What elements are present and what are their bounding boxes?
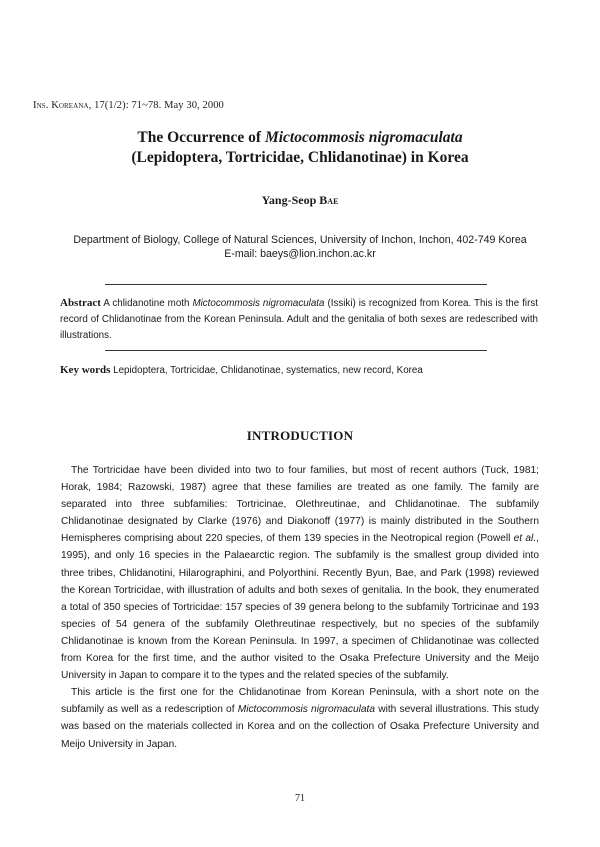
section-heading-introduction: INTRODUCTION <box>246 428 354 443</box>
title-text: The Occurrence of <box>137 129 265 146</box>
title-line-2: (Lepidoptera, Tortricidae, Chlidanotinae) in Korea <box>131 149 469 166</box>
abstract-text-cont: (Issiki) is recognized from Korea. This is the first record of Chlidanotinae from the Korean Peninsula. Adult and the genitalia of both sexes are redescribed with illustrations. <box>60 298 538 341</box>
paragraph-text-cont: , 1995), and only 16 species in the Palaearctic region. The subfamily is the smallest group divided into three tribes, Chlidanotini, Hilarographini, and Polyorthini. Recently Byun, Bae, and Park (1998) reviewed the Korean Tortricidae, with illustration of adults and both sexes of genitalia. In the book, they enumerated a total of 350 species of Tortricidae: 157 species of 39 genera belong to the subfamily Tortricinae and 193 species of 54 genera of the subfamily Olethreutinae respectively, but no species of the subfamily Chlidanotinae is known from the Korean Peninsula. In 1997, a specimen of Chlidanotinae was collected from Korea for the first time, and the author visited to the Osaka Prefecture University and the Meijo University in Japan to compare it to the types and the related species of the subfamily. <box>61 533 539 682</box>
author-affiliation <box>40 233 560 261</box>
keywords-label: Key words <box>60 364 111 376</box>
author-surname: Bae <box>319 193 339 207</box>
journal-name: Ins. Koreana <box>33 100 89 111</box>
title-species: Mictocommosis nigromaculata <box>264 129 463 146</box>
abstract <box>60 295 538 344</box>
citation-details: , 17(1/2): 71~78. May 30, 2000 <box>88 100 224 111</box>
keywords <box>60 362 538 379</box>
article-title <box>40 128 560 168</box>
divider-top <box>105 284 487 285</box>
et-al: et al. <box>513 533 537 545</box>
department: Department of Biology, College of Natural Sciences, University of Inchon, Inchon, 402-749 Korea <box>73 234 527 246</box>
abstract-species: Mictocommosis nigromaculata <box>192 298 325 309</box>
paragraph <box>61 462 539 684</box>
paragraph-text: This article is the first one for the Chlidanotinae from Korean Peninsula, with a short note on the subfamily as well as a redescription of <box>61 687 539 716</box>
abstract-text: A chlidanotine moth <box>100 298 193 309</box>
page-number: 71 <box>295 793 305 804</box>
paragraph-text-cont: with several illustrations. This study was based on the materials collected in Korea and on the collection of Osaka Prefecture University and Meijo University in Japan. <box>61 704 539 750</box>
paragraph-text: The Tortricidae have been divided into two to four families, but most of recent authors (Tuck, 1981; Horak, 1984; Razowski, 1987) agree that these families are treated as one family. The family are separated into three subfamilies: Tortricinae, Olethreutinae, and Chlidanotinae. The subfamily Chlidanotinae designated by Clarke (1976) and Diakonoff (1977) is mainly distributed in the Southern Hemispheres comprising about 220 species, of them 139 species in the Neotropical region (Powell <box>61 465 539 545</box>
species-name: Mictocommosis nigromaculata <box>237 704 376 716</box>
author-name <box>40 193 560 208</box>
abstract-label: Abstract <box>60 297 101 309</box>
divider-bottom <box>105 350 487 351</box>
email: E-mail: baeys@lion.inchon.ac.kr <box>224 248 376 260</box>
journal-citation <box>33 100 224 111</box>
keywords-text: Lepidoptera, Tortricidae, Chlidanotinae, systematics, new record, Korea <box>110 365 423 376</box>
author-given-name: Yang-Seop <box>261 193 320 207</box>
title-line-1 <box>40 128 560 148</box>
introduction-body <box>61 462 539 753</box>
paragraph <box>61 684 539 752</box>
